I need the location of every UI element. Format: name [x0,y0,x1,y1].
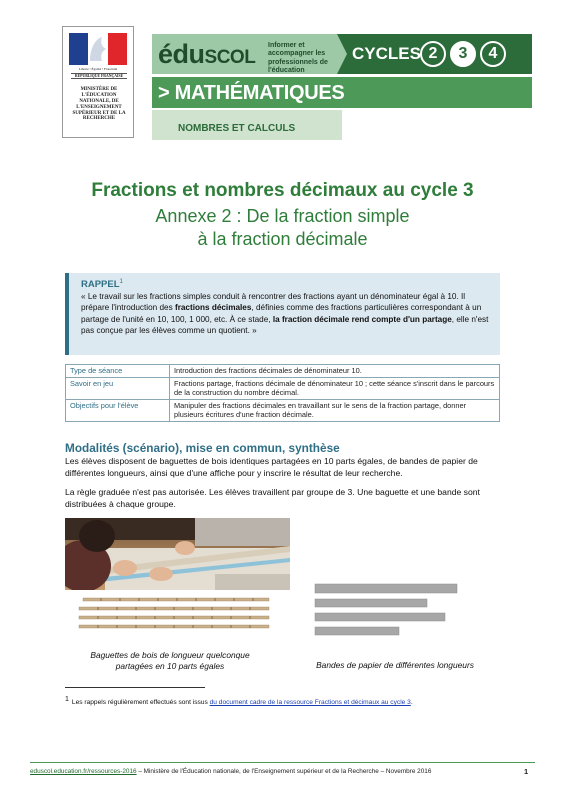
cycle-2-badge: 2 [420,41,446,67]
table-value: Introduction des fractions décimales de dénominateur 10. [170,365,500,378]
footer-text: – Ministère de l'Éducation nationale, de l'Enseignement supérieur et de la Recherche – Novembre 2016 [136,768,432,775]
subject-label: MATHÉMATIQUES [174,82,345,104]
caption-left-line-1: Baguettes de bois de longueur quelconque [90,650,250,660]
rappel-footnote-ref[interactable]: 1 [119,279,123,285]
info-table [65,364,500,422]
table-key: Type de séance [66,365,170,378]
ministry-motto: Liberté • Égalité • Fraternité [78,67,118,71]
footnote-divider [65,687,205,688]
eduscol-tagline: Informer et accompagner les professionnels de l'éducation [268,42,328,75]
footer-divider [30,762,535,763]
paragraph-materials: Les élèves disposent de baguettes de bois identiques partagées en 10 parts égales, de bandes de papier de différentes longueurs, ainsi que d'une affiche pour y inscrire le résultat de leur recherche. [65,456,478,478]
annex-line-1: Annexe 2 : De la fraction simple [155,206,410,226]
caption-paper-bands: Bandes de papier de différentes longueurs [316,660,474,670]
table-key: Objectifs pour l'élève [66,399,170,421]
table-value: Manipuler des fractions décimales en travaillant sur le sens de la fraction partage, donner plusieurs écritures d'une fraction décimale. [170,399,500,421]
subject-title [158,82,344,105]
footnote [65,696,525,706]
rappel-text-1: « Le travail sur les fractions simples conduit à rencontrer des fractions ayant un dénominateur égal à 10. Il prépare l'introduction des [81,292,466,313]
cycle-4-badge: 4 [480,41,506,67]
annex-line-2: à la fraction décimale [197,229,368,249]
caption-left-line-2: partagées en 10 parts égales [115,661,225,671]
paragraph-rules: La règle graduée n'est pas autorisée. Les élèves travaillent par groupe de 3. Une baguette et une bande sont distribuées à chaque groupe. [65,487,480,509]
footnote-end: . [410,699,413,707]
rappel-text [81,291,492,336]
document-subtitle [30,205,535,251]
document-title: Fractions et nombres décimaux au cycle 3 [91,180,474,201]
eduscol-logo-prefix: édu [158,39,205,69]
eduscol-logo [158,39,255,69]
table-value: Fractions partage, fractions décimale de dénominateur 10 ; cette séance s'inscrit dans le parcours de la construction du nombre décimal. [170,377,500,399]
cycles-label: CYCLES [352,44,421,63]
cycle-3-badge: 3 [450,41,476,67]
footer [30,768,431,775]
footer-url-link[interactable]: eduscol.education.fr/ressources-2016 [30,768,137,775]
table-row [66,399,500,421]
page-number: 1 [524,767,529,776]
ministry-logo [62,26,134,138]
table-row [66,377,500,399]
footnote-link[interactable]: du document cadre de la ressource Fractions et décimaux au cycle 3 [209,699,411,707]
classroom-photo [65,518,290,590]
footnote-text: Les rappels régulièrement effectués sont issus [71,699,210,707]
eduscol-logo-suffix: scol [204,39,256,69]
marianne-flag-icon [69,33,127,65]
rappel-bold-1: fractions décimales [174,303,252,313]
ministry-name: MINISTÈRE DE L'ÉDUCATION NATIONALE, DE L'ENSEIGNEMENT SUPÉRIEUR ET DE LA RECHERCHE [72,87,126,122]
rappel-text-3: , elle n'est pas conçue par les élèves comme un quotient. » [81,314,489,335]
table-row [66,365,500,378]
footnote-number: 1 [65,696,69,703]
chevron-right-icon [337,34,347,74]
rappel-title [81,279,492,290]
ministry-republic: RÉPUBLIQUE FRANÇAISE [71,73,127,79]
topic-label: NOMBRES ET CALCULS [178,123,296,134]
wooden-sticks-photo [75,596,275,630]
rappel-bold-2: la fraction décimale rend compte d'un partage [272,314,452,324]
paper-bands-photo [305,580,465,640]
rappel-box [65,273,500,355]
rappel-text-2: , définies comme des fractions particulières correspondant à un partage de l'unité en 10, 100, 1 000, etc. À ce stade, [81,303,482,324]
rappel-title-text: RAPPEL [81,279,120,291]
section-heading: Modalités (scénario), mise en commun, synthèse [65,441,340,455]
table-key: Savoir en jeu [66,377,170,399]
caption-wooden-sticks [50,650,290,672]
chevron-right-icon: > [158,82,170,104]
